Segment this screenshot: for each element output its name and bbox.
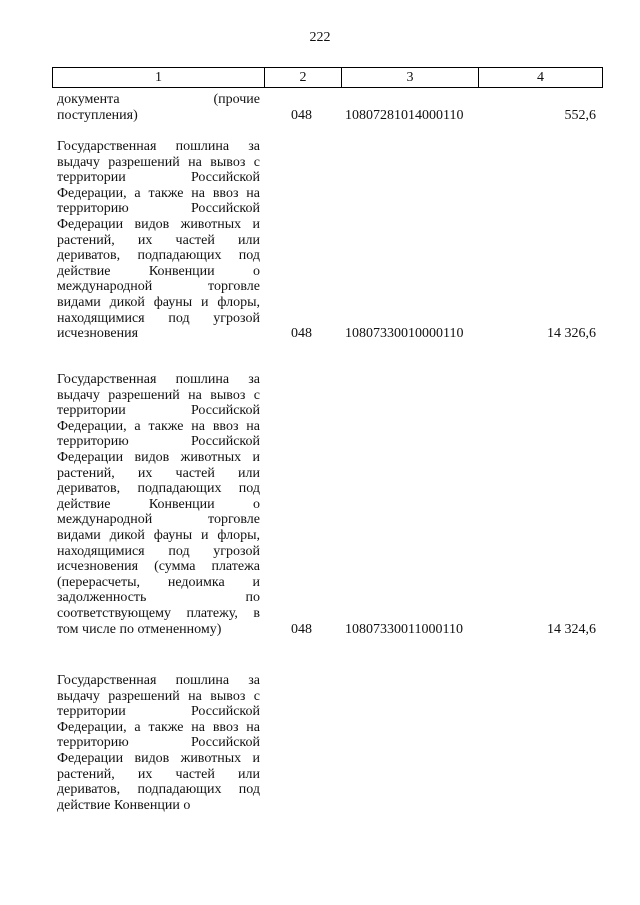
- row-code: 048: [291, 621, 312, 637]
- description-line: действие Конвенции о: [57, 797, 191, 813]
- description-line: видами дикой фауны и флоры,: [57, 527, 260, 543]
- description-line: территории Российской: [57, 403, 260, 419]
- row-description: [57, 372, 260, 637]
- description-line: видами дикой фауны и флоры,: [57, 294, 260, 310]
- description-line: том числе по отмененному): [57, 621, 222, 637]
- description-line: территорию Российской: [57, 434, 260, 450]
- description-line: находящимися под угрозой: [57, 543, 260, 559]
- description-line: Федерации видов животных и: [57, 750, 260, 766]
- description-line: действие Конвенции о: [57, 263, 260, 279]
- description-line: территории Российской: [57, 704, 260, 720]
- description-line: (перерасчеты, недоимка и: [57, 574, 260, 590]
- row-amount: 14 326,6: [547, 326, 596, 342]
- description-line: Федерации видов животных и: [57, 449, 260, 465]
- description-line: территории Российской: [57, 170, 260, 186]
- row-description: [57, 139, 260, 342]
- row-code: 048: [291, 326, 312, 342]
- header-col-2: 2: [265, 68, 342, 87]
- row-description: [57, 673, 260, 813]
- description-line: выдачу разрешений на вывоз с: [57, 688, 260, 704]
- description-line: территорию Российской: [57, 201, 260, 217]
- description-line: растений, их частей или: [57, 232, 260, 248]
- header-col-4: 4: [537, 70, 544, 85]
- description-line: растений, их частей или: [57, 766, 260, 782]
- description-line: Государственная пошлина за: [57, 372, 260, 387]
- description-line: Федерации, а также на ввоз на: [57, 418, 260, 434]
- row-code: 048: [291, 107, 312, 123]
- description-line: исчезновения (сумма платежа: [57, 559, 260, 575]
- description-line: Федерации, а также на ввоз на: [57, 719, 260, 735]
- description-line: задолженность по: [57, 590, 260, 606]
- table-header: [52, 67, 603, 88]
- description-line: Федерации, а также на ввоз на: [57, 185, 260, 201]
- description-line: дериватов, подпадающих под: [57, 481, 260, 497]
- description-line: Государственная пошлина за: [57, 673, 260, 688]
- page-number: 222: [309, 30, 331, 45]
- description-line: исчезновения: [57, 326, 139, 342]
- header-col-3: 3: [342, 68, 479, 87]
- description-line: документа (прочие: [57, 92, 260, 107]
- row-kbk: 10807330010000110: [345, 326, 464, 342]
- row-amount: 14 324,6: [547, 621, 596, 637]
- row-amount: 552,6: [564, 107, 596, 123]
- description-line: поступления): [57, 107, 138, 123]
- description-line: находящимися под угрозой: [57, 310, 260, 326]
- description-line: растений, их частей или: [57, 465, 260, 481]
- description-line: соответствующему платежу, в: [57, 605, 260, 621]
- description-line: Государственная пошлина за: [57, 139, 260, 154]
- description-line: территорию Российской: [57, 735, 260, 751]
- row-kbk: 10807330011000110: [345, 621, 463, 637]
- description-line: выдачу разрешений на вывоз с: [57, 154, 260, 170]
- header-col-1: 1: [53, 68, 265, 87]
- description-line: международной торговле: [57, 512, 260, 528]
- row-kbk: 10807281014000110: [345, 107, 464, 123]
- description-line: дериватов, подпадающих под: [57, 248, 260, 264]
- description-line: выдачу разрешений на вывоз с: [57, 387, 260, 403]
- description-line: действие Конвенции о: [57, 496, 260, 512]
- description-line: международной торговле: [57, 279, 260, 295]
- description-line: дериватов, подпадающих под: [57, 782, 260, 798]
- description-line: Федерации видов животных и: [57, 216, 260, 232]
- row-description: [57, 92, 260, 123]
